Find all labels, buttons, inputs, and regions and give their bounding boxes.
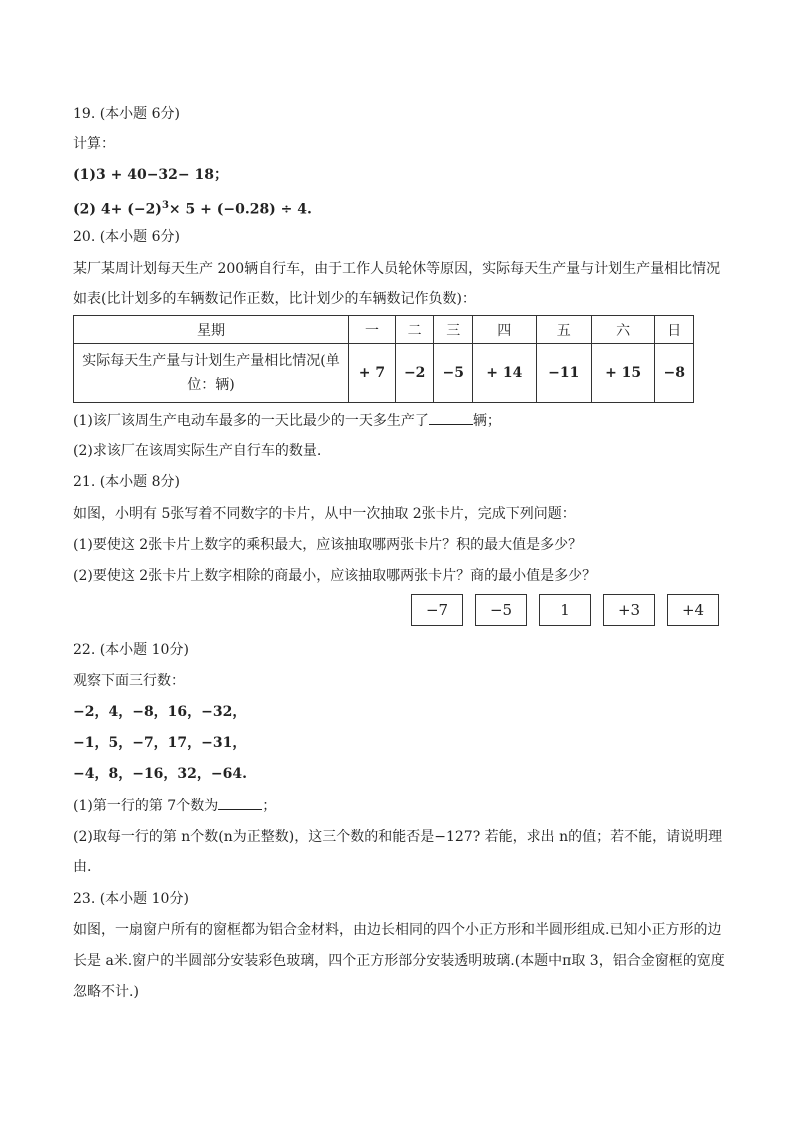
value-cell: + 7 <box>349 344 396 403</box>
header-label-cell: 星期 <box>74 316 349 344</box>
q19-intro: 计算： <box>73 136 115 152</box>
q22-row1: −2，4，−8，16，−32， <box>73 704 247 720</box>
q20-part1 <box>73 411 501 431</box>
q19-part2-b: × 5 + (−0.28) ÷ 4. <box>168 201 312 218</box>
q19-part2 <box>73 196 312 220</box>
q22-part1-a: (1)第一行的第 7个数为 <box>73 798 219 814</box>
q22-part2-line2: 由. <box>73 859 92 875</box>
value-cell: + 14 <box>473 344 537 403</box>
row-label-line2: 位：辆) <box>187 377 235 393</box>
q19-title: 19. (本小题 6分) <box>73 106 180 122</box>
q19-part2-exponent: 3 <box>161 200 169 211</box>
q22-row2: −1，5，−7，17，−31， <box>73 735 247 751</box>
q20-title: 20. (本小题 6分) <box>73 229 180 245</box>
q21-title: 21. (本小题 8分) <box>73 474 180 490</box>
q19-part2-a: (2) 4+ (−2) <box>73 201 162 218</box>
value-cell: −8 <box>655 344 694 403</box>
day-cell: 四 <box>473 316 537 344</box>
row-label-line1: 实际每天生产量与计划生产量相比情况(单 <box>82 353 340 369</box>
answer-blank <box>218 796 262 810</box>
q20-part1-b: 辆； <box>472 413 501 429</box>
q20-text-line1: 某厂某周计划每天生产 200辆自行车，由于工作人员轮休等原因，实际每天生产量与计划生产量相比情况 <box>73 261 721 277</box>
q20-part2: (2)求该厂在该周实际生产自行车的数量. <box>73 443 322 459</box>
table-value-row <box>74 344 694 403</box>
q21-text: 如图，小明有 5张写着不同数字的卡片，从中一次抽取 2张卡片，完成下列问题： <box>73 506 576 522</box>
number-card: −5 <box>475 594 527 626</box>
q21-part1: (1)要使这 2张卡片上数字的乘积最大，应该抽取哪两张卡片？积的最大值是多少？ <box>73 537 583 553</box>
q22-intro: 观察下面三行数： <box>73 673 185 689</box>
value-cell: −2 <box>395 344 434 403</box>
value-cell: −11 <box>536 344 591 403</box>
value-cell: + 15 <box>591 344 655 403</box>
number-card: −7 <box>411 594 463 626</box>
day-cell: 一 <box>349 316 396 344</box>
day-cell: 日 <box>655 316 694 344</box>
q23-text-line3: 忽略不计.) <box>73 984 139 1000</box>
value-cell: −5 <box>434 344 473 403</box>
answer-blank <box>429 411 473 425</box>
q20-part1-a: (1)该厂该周生产电动车最多的一天比最少的一天多生产了 <box>73 413 429 429</box>
number-card: +3 <box>603 594 655 626</box>
q23-title: 23. (本小题 10分) <box>73 891 189 907</box>
q19-part1: (1)3 + 40−32− 18； <box>73 167 228 183</box>
q22-part1-b: ； <box>262 798 277 814</box>
q23-text-line1: 如图，一扇窗户所有的窗框都为铝合金材料，由边长相同的四个小正方形和半圆形组成.已知小正方形的边 <box>73 922 722 938</box>
number-card: +4 <box>667 594 719 626</box>
q22-part2-line1: (2)取每一行的第 n个数(n为正整数)，这三个数的和能否是−127? 若能，求出 n的值；若不能，请说明理 <box>73 829 723 845</box>
q21-part2: (2)要使这 2张卡片上数字相除的商最小，应该抽取哪两张卡片？商的最小值是多少？ <box>73 568 597 584</box>
table-header-row <box>74 316 694 344</box>
q20-text-line2: 如表(比计划多的车辆数记作正数，比计划少的车辆数记作负数)： <box>73 291 476 307</box>
q22-row3: −4，8，−16，32，−64. <box>73 766 247 782</box>
q22-title: 22. (本小题 10分) <box>73 642 189 658</box>
day-cell: 三 <box>434 316 473 344</box>
day-cell: 五 <box>536 316 591 344</box>
day-cell: 二 <box>395 316 434 344</box>
production-table <box>73 315 694 403</box>
q22-part1 <box>73 796 276 816</box>
row-label-cell <box>74 344 349 403</box>
q23-text-line2: 长是 a米.窗户的半圆部分安装彩色玻璃，四个正方形部分安装透明玻璃.(本题中π取 3，铝合金窗框的宽度 <box>73 953 725 969</box>
number-card: 1 <box>539 594 591 626</box>
day-cell: 六 <box>591 316 655 344</box>
